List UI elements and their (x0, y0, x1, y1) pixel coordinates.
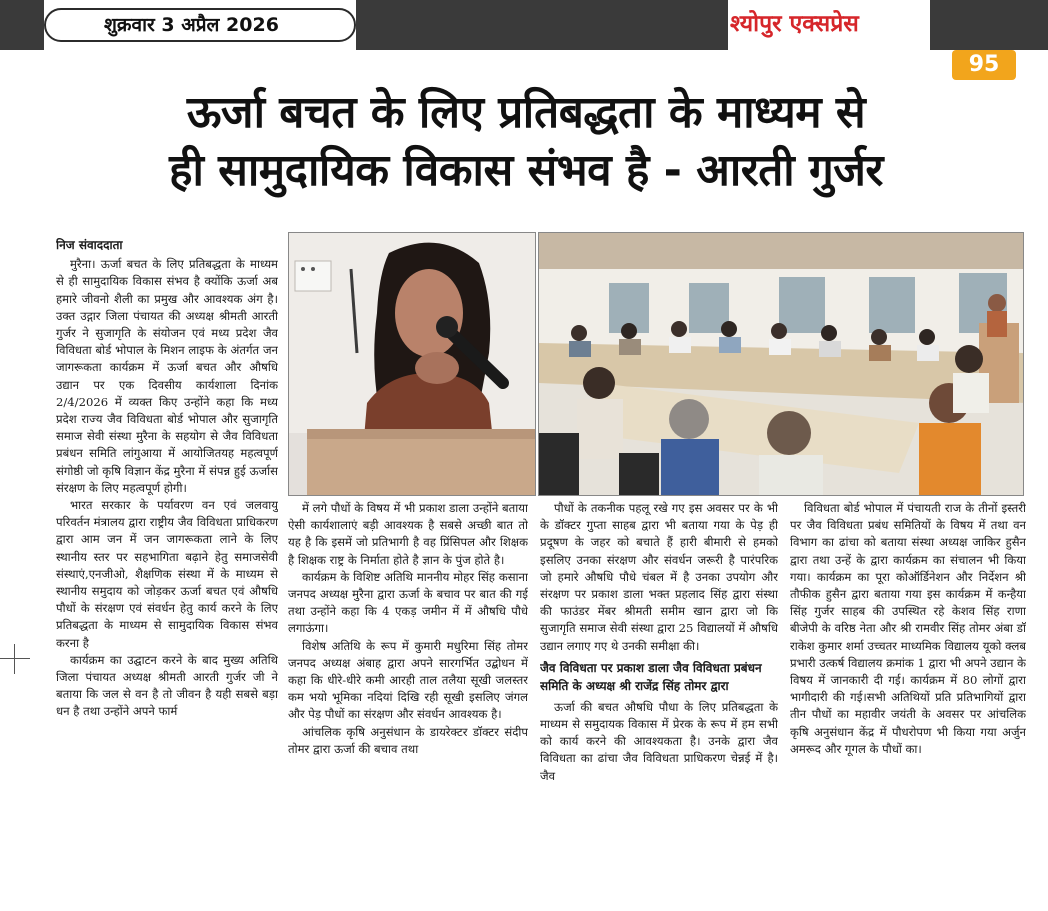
article-paragraph: आंचलिक कृषि अनुसंधान के डायरेक्टर डॉक्टर संदीप तोमर द्वारा ऊर्जा की बचाव तथा (288, 724, 528, 756)
speaker-photo (288, 232, 536, 496)
crop-mark (14, 644, 15, 674)
article-paragraph: में लगे पौधों के विषय में भी प्रकाश डाला उन्होंने बताया ऐसी कार्यशालाएं बड़ी आवश्यक है सबसे अच्छी बात तो यह है कि इसमें जो प्रतिभागी है वह प्रिंसिपल और शिक्षक है शिक्षक राष्ट्र के निर्माता होते है ज्ञान के पुंज होते है। (288, 501, 528, 567)
brand-name: श्योपुर एक्सप्रेस (730, 11, 859, 37)
meeting-hall-photo-image (539, 233, 1024, 496)
article-column-1 (56, 237, 278, 905)
headline-line-1: ऊर्जा बचत के लिए प्रतिबद्धता के माध्यम से (186, 87, 866, 138)
article-paragraph: विशेष अतिथि के रूप में कुमारी मधुरिमा सिंह तोमर जनपद अध्यक्ष अंबाह द्वारा अपने सारगर्भित उद्बोधन में कहा कि धीरे-धीरे कमी आरही ताल तलैया सूखी जलस्तर कम भयो भूमिका नदियां दिखि रही सूखी इसलिए जंगल और पेड़ पौधों का संरक्षण और संवर्धन आवश्यक है। (288, 638, 528, 722)
headline (36, 84, 1016, 200)
masthead-strip (930, 0, 1048, 50)
article-column-4 (790, 500, 1026, 905)
article-paragraph: कार्यक्रम का उद्घाटन करने के बाद मुख्य अतिथि जिला पंचायत अध्यक्ष श्रीमती आरती गुर्जर जी ने बताया कि जल से वन है तो जीवन है यही सबसे बड़ा धन है तथा उन्होंने अपने फार्म (56, 652, 278, 719)
article-paragraph: विविधता बोर्ड भोपाल में पंचायती राज के तीनों इस्तरी पर जैव विविधता प्रबंध समितियों के विषय में तथा वन विभाग का ढांचा को बताया संस्था अध्यक्ष जाकिर हुसैन द्वारा तथा उन्हें के द्वारा कार्यक्रम का संचालन भी किया गया। कार्यक्रम का पूरा कोऑर्डिनेशन और निर्देशन श्री तौफीक हुसैन द्वारा बताया गया इस कार्यक्रम में कन्हैया सिंह गुर्जर साहब की उपस्थित रहे केशव सिंह राणा बीजेपी के वरिष्ठ नेता और श्री रामवीर सिंह तोमर अंबा डॉ राकेश कुमार शर्मा उच्चतर माध्यमिक विद्यालय यूको क्लब प्रभारी उत्कर्ष विद्यालय क्रमांक 1 द्वारा भी अपने उद्यान के विषय में जानकारी दी गई। कार्यक्रम में 80 लोगों द्वारा भागीदारी की गई।सभी अतिथियों प्रति प्रतिभागियों द्वारा तीन पौधों का महावीर जयंती के अवसर पर आंचलिक कृषि अनुसंधान केंद्र में पौधरोपण भी किया गया अर्जुन अमरूद और गूगल के पौधों का। (790, 501, 1026, 756)
article-paragraph: कार्यक्रम के विशिष्ट अतिथि माननीय मोहर सिंह कसाना जनपद अध्यक्ष मुरैना द्वारा ऊर्जा के बचाव पर बात की गई तथा उन्होंने कहा कि 4 एकड़ जमीन में में औषधि पौधे लगाऊंगा। (288, 569, 528, 636)
page-number-badge: 95 (952, 50, 1016, 80)
article-paragraph: पौधों के तकनीक पहलू रखे गए इस अवसर पर के भी के डॉक्टर गुप्ता साहब द्वारा भी बताया गया के पेड़ ही प्रदूषण के जहर को बचाते हैं हारी बीमारी से हमको इसलिए उनका संरक्षण और संवर्धन जरूरी है पारंपरिक जो हमारे औषधि पौधे चंबल में है उनका उपयोग और संरक्षण पर प्रकाश डाला भक्त प्रहलाद सिंह द्वारा संस्था की फाउंडर मेंबर श्रीमती समीम खान द्वारा जो कि सुजागृति समाज सेवी संस्था द्वारा 25 विद्यालयों में औषधि उद्यान लगाए गए थे उनकी समीक्षा की। (540, 501, 778, 653)
byline: निज संवाददाता (56, 238, 123, 252)
masthead-strip (0, 0, 44, 50)
meeting-hall-photo (538, 232, 1024, 496)
speaker-photo-image (289, 233, 536, 496)
issue-date: शुक्रवार 3 अप्रैल 2026 (44, 8, 356, 42)
article-column-3 (540, 500, 778, 905)
article-subheading: जैव विविधता पर प्रकाश डाला जैव विविधता प्रबंधन समिति के अध्यक्ष श्री राजेंद्र सिंह तोमर द्वारा (540, 660, 762, 693)
masthead-strip (356, 0, 728, 50)
article-paragraph: ऊर्जा की बचत औषधि पौधा के लिए प्रतिबद्धता के माध्यम से समुदायक विकास में प्रेरक के रूप में हम सभी को कार्य करने की आवश्यकता है। उनके द्वारा जैव विविधता का ढांचा जैव विविधता प्राधिकरण चेन्नई में है। जैव (540, 699, 778, 783)
headline-line-2: ही सामुदायिक विकास संभव है - आरती गुर्जर (169, 145, 883, 196)
masthead (0, 0, 1048, 50)
article-paragraph: मुरैना। ऊर्जा बचत के लिए प्रतिबद्धता के माध्यम से ही सामुदायिक विकास संभव है क्योंकि ऊर्जा अब हमारे जीवनो शैली का प्रमुख और आवश्यक अंग है। उक्त उद्गार जिला पंचायत की अध्यक्ष श्रीमती आरती गुर्जर ने सुजागृति के संयोजन एवं मध्य प्रदेश जैव विविधता बोर्ड भोपाल के मिशन लाइफ के अंतर्गत जन जागरूकता कार्यक्रम में ऊर्जा बचत और औषधि उद्यान पर एक दिवसीय कार्यशाला दिनांक 2/4/2026 में व्यक्त किए उन्होंने कहा कि मध्य प्रदेश राज्य जैव विविधता बोर्ड भोपाल और सुजागृति समाज सेवी संस्था मुरैना के सहयोग से जैव विविधता प्रबंधन समिति लांगुआया में आयोजितयह महत्वपूर्ण संगोष्ठी जो कृषि विज्ञान केंद्र मुरैना में संपन्न हुई ऊर्जास संरक्षण के लिए महत्वपूर्ण होगी। (56, 257, 278, 495)
article-column-2 (288, 500, 528, 905)
crop-mark (0, 658, 30, 659)
article-paragraph: भारत सरकार के पर्यावरण वन एवं जलवायु परिवर्तन मंत्रालय द्वारा राष्ट्रीय जैव विविधता प्राधिकरण द्वारा आम जन में जन जागरूकता लाने के लिए स्थानीय स्तर पर सहभागिता बढ़ाने हेतु समाजसेवी संस्थाएं,एनजीओ, शैक्षणिक संस्था में के माध्यम से स्थानीय समुदाय को जोड़कर ऊर्जा बचत एवं औषधि पौधों के संरक्षण एवं संवर्धन हेतु कार्य करने के लिए प्रतिबद्धता के माध्यम से सामुदायिक विकास संभव करना है (56, 498, 278, 650)
newspaper-brand (730, 2, 928, 46)
